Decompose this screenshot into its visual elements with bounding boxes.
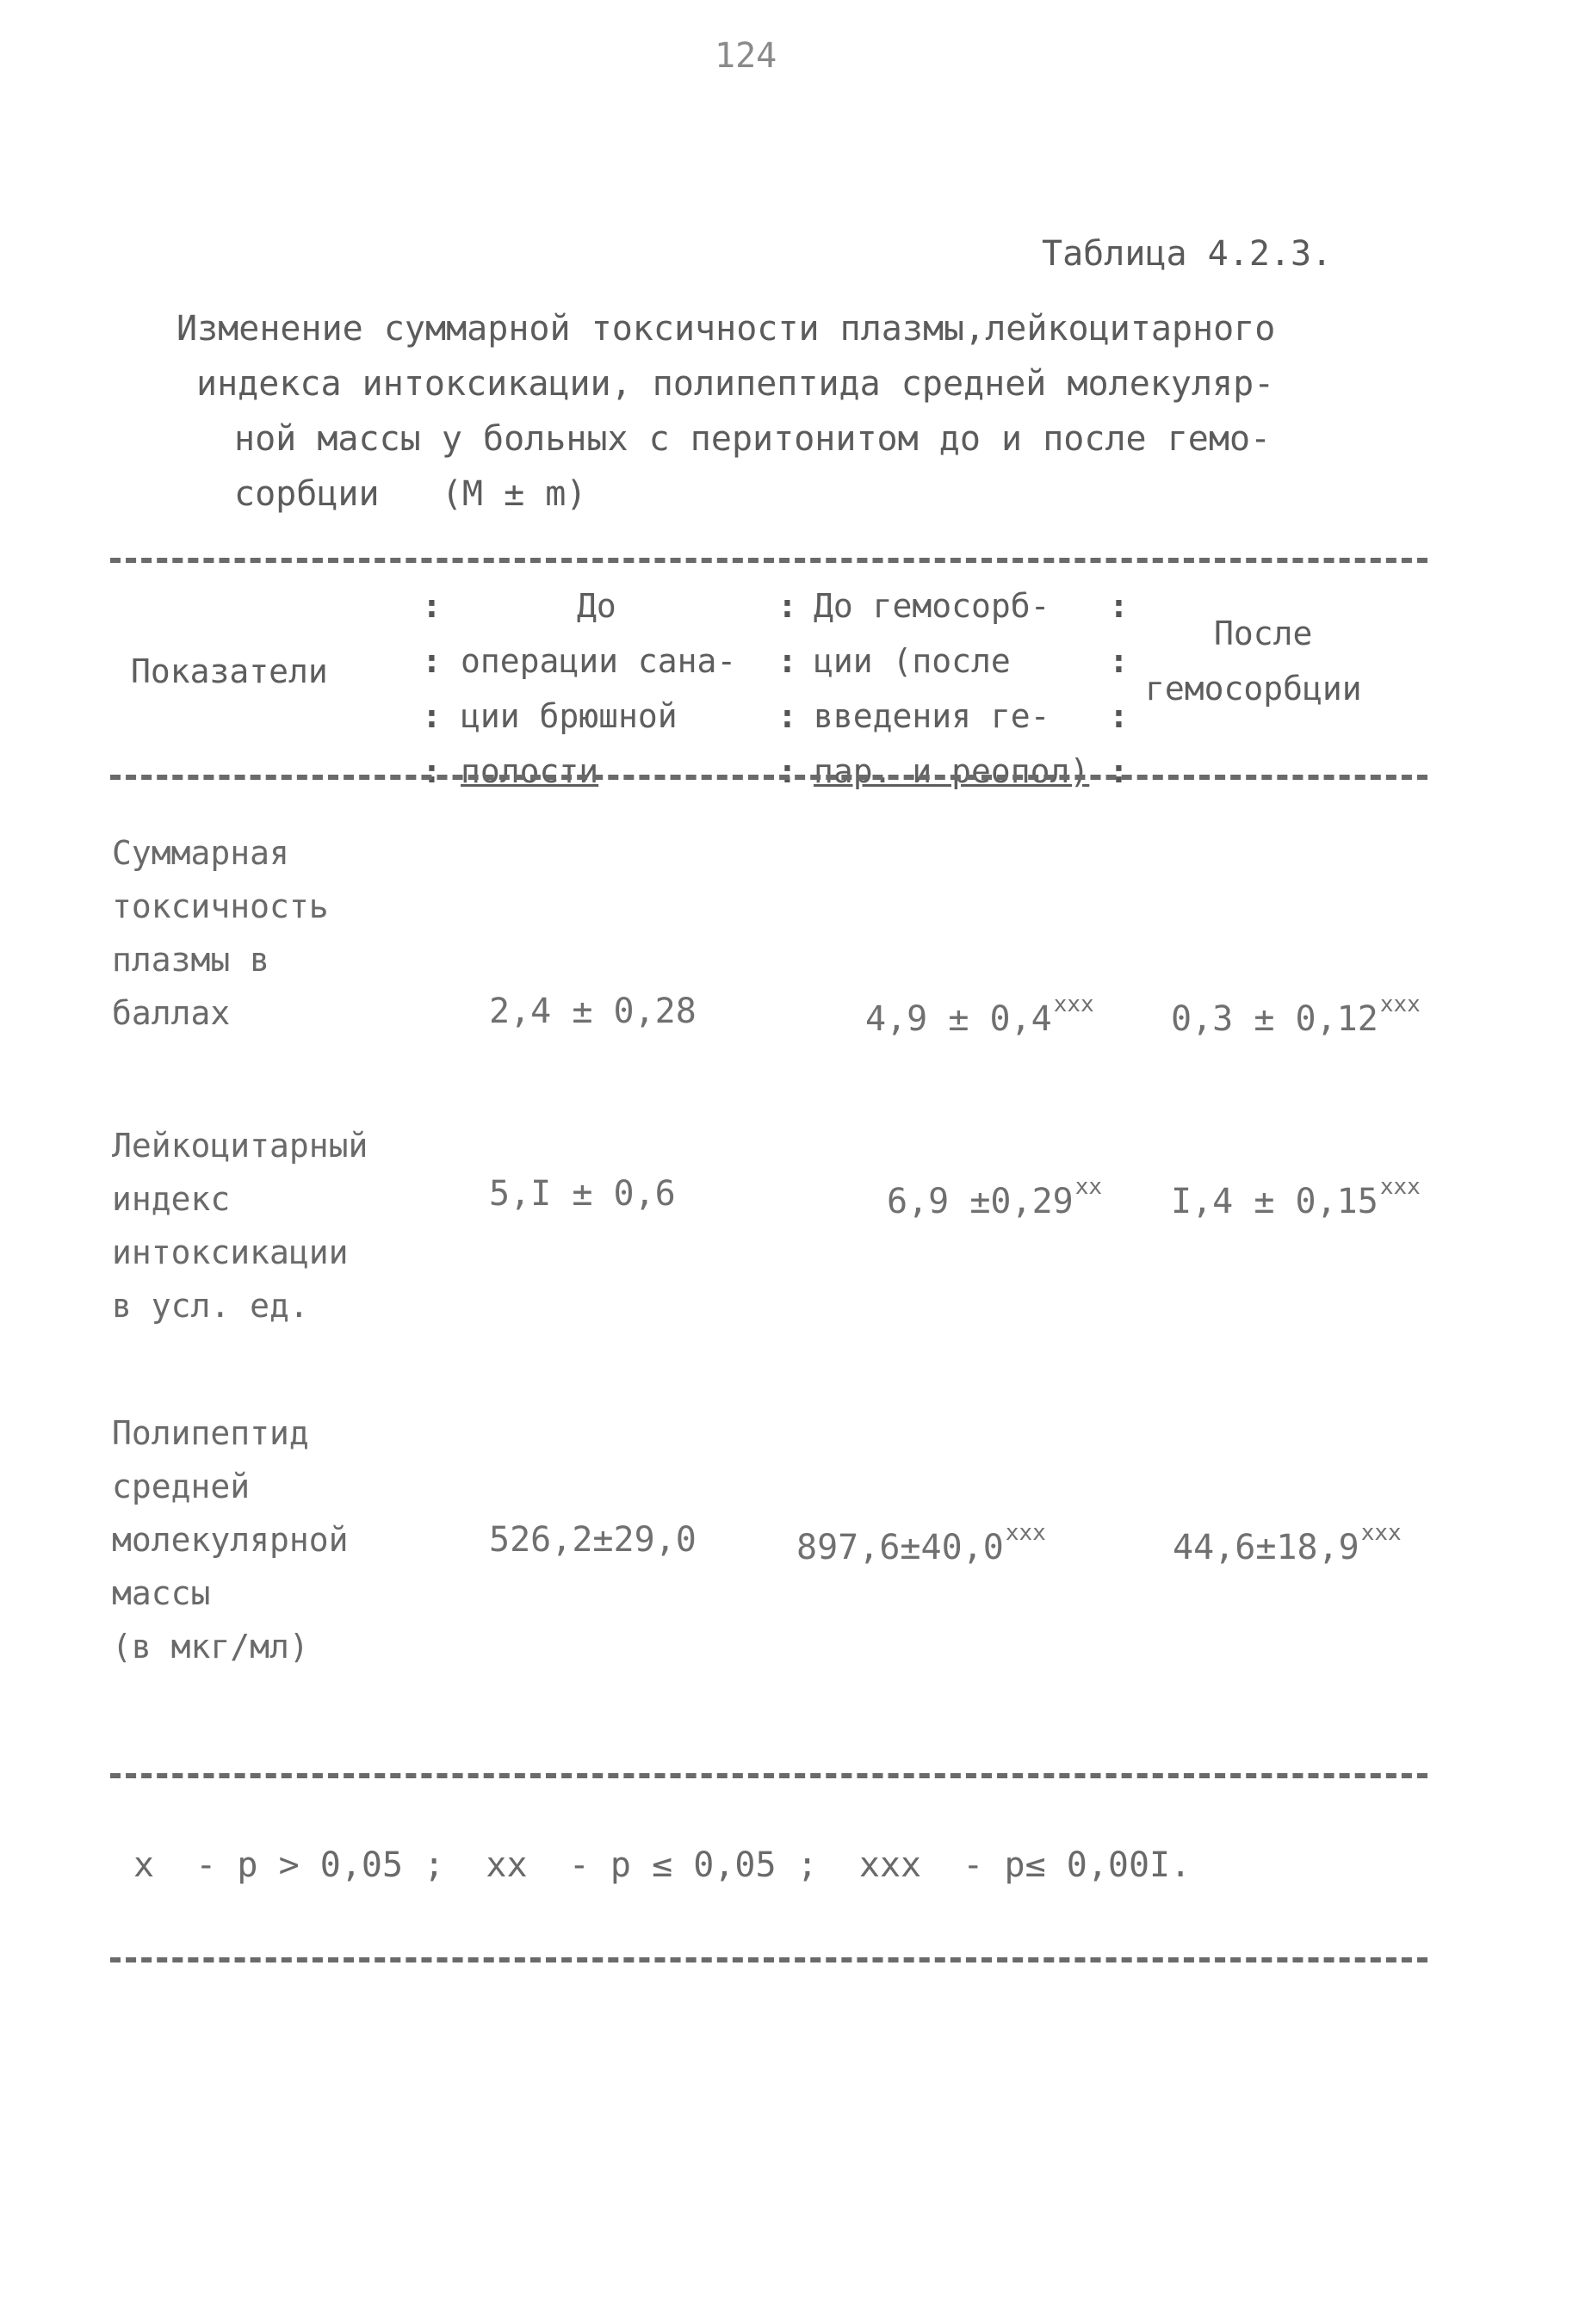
header-before-hemosorption-line-4: пар. и реопол) — [814, 752, 1090, 790]
page-number: 124 — [715, 36, 777, 76]
header-after-hemosorption-line-2: гемосорбции — [1145, 670, 1362, 708]
header-indicators: Показатели — [131, 652, 328, 690]
header-before-surgery-line-4: полости — [461, 752, 599, 790]
header-before-hemosorption-line-3: введения ге- — [814, 697, 1050, 735]
table-caption-line-3: ной массы у больных с перитонитом до и после гемо- — [234, 419, 1272, 459]
row-leukocyte-index-before-hemosorption: $6,9 \pm 0,29^{xx}$ — [887, 1174, 1103, 1221]
row-polypeptide-before-hemosorption: $897,6\pm 40,0^{xxx}$ — [796, 1520, 1046, 1567]
header-separator-3: : : : : — [1109, 587, 1129, 790]
row-total-toxicity-before-hemosorption: $4,9 \pm 0,4^{xxx}$ — [865, 992, 1094, 1039]
row-total-toxicity-after-hemosorption: $0,3 \pm 0,12^{xxx}$ — [1171, 992, 1421, 1039]
table-caption-line-2: индекса интоксикации, полипептида средней молекуляр- — [196, 364, 1275, 404]
table-caption-line-1: Изменение суммарной токсичности плазмы,лейкоцитарного — [176, 309, 1276, 349]
header-before-surgery-line-1: До — [577, 587, 616, 625]
header-after-hemosorption-line-1: После — [1214, 615, 1313, 652]
row-total-toxicity-label: Суммарная токсичность плазмы в баллах — [112, 834, 329, 1032]
footnote-bottom-rule — [110, 1957, 1427, 1962]
table-top-rule — [110, 558, 1427, 563]
row-leukocyte-index-before-surgery: 5,I ± 0,6 — [489, 1174, 676, 1214]
row-leukocyte-index-after-hemosorption: $I,4 \pm 0,15^{xxx}$ — [1171, 1174, 1421, 1221]
table-bottom-rule — [110, 1773, 1427, 1778]
table-label: Таблица 4.2.3. — [1042, 234, 1333, 274]
row-polypeptide-after-hemosorption: $44,6\pm 18,9^{xxx}$ — [1173, 1520, 1402, 1567]
row-total-toxicity-before-surgery: 2,4 ± 0,28 — [489, 992, 697, 1031]
row-leukocyte-index-label: Лейкоцитарный индекс интоксикации в усл. ед. — [112, 1127, 368, 1325]
row-polypeptide-before-surgery: 526,2±29,0 — [489, 1520, 697, 1560]
table-caption-line-4: сорбции (М ± m) — [234, 474, 587, 514]
row-polypeptide-label: Полипептид средней молекулярной массы (в мкг/мл) — [112, 1414, 349, 1666]
header-before-hemosorption-line-1: До гемосорб- — [814, 587, 1050, 625]
header-before-surgery-line-3: ции брюшной — [461, 697, 678, 735]
header-separator-2: : : : : — [777, 587, 797, 790]
header-bottom-rule — [110, 775, 1427, 780]
header-separator-1: : : : : — [422, 587, 442, 790]
header-before-surgery-line-2: операции сана- — [461, 642, 737, 680]
significance-footnote: x - p > 0,05 ; xx - p ≤ 0,05 ; xxx - p≤ 0,00I. — [133, 1845, 1192, 1885]
header-before-hemosorption-line-2: ции (после — [814, 642, 1011, 680]
